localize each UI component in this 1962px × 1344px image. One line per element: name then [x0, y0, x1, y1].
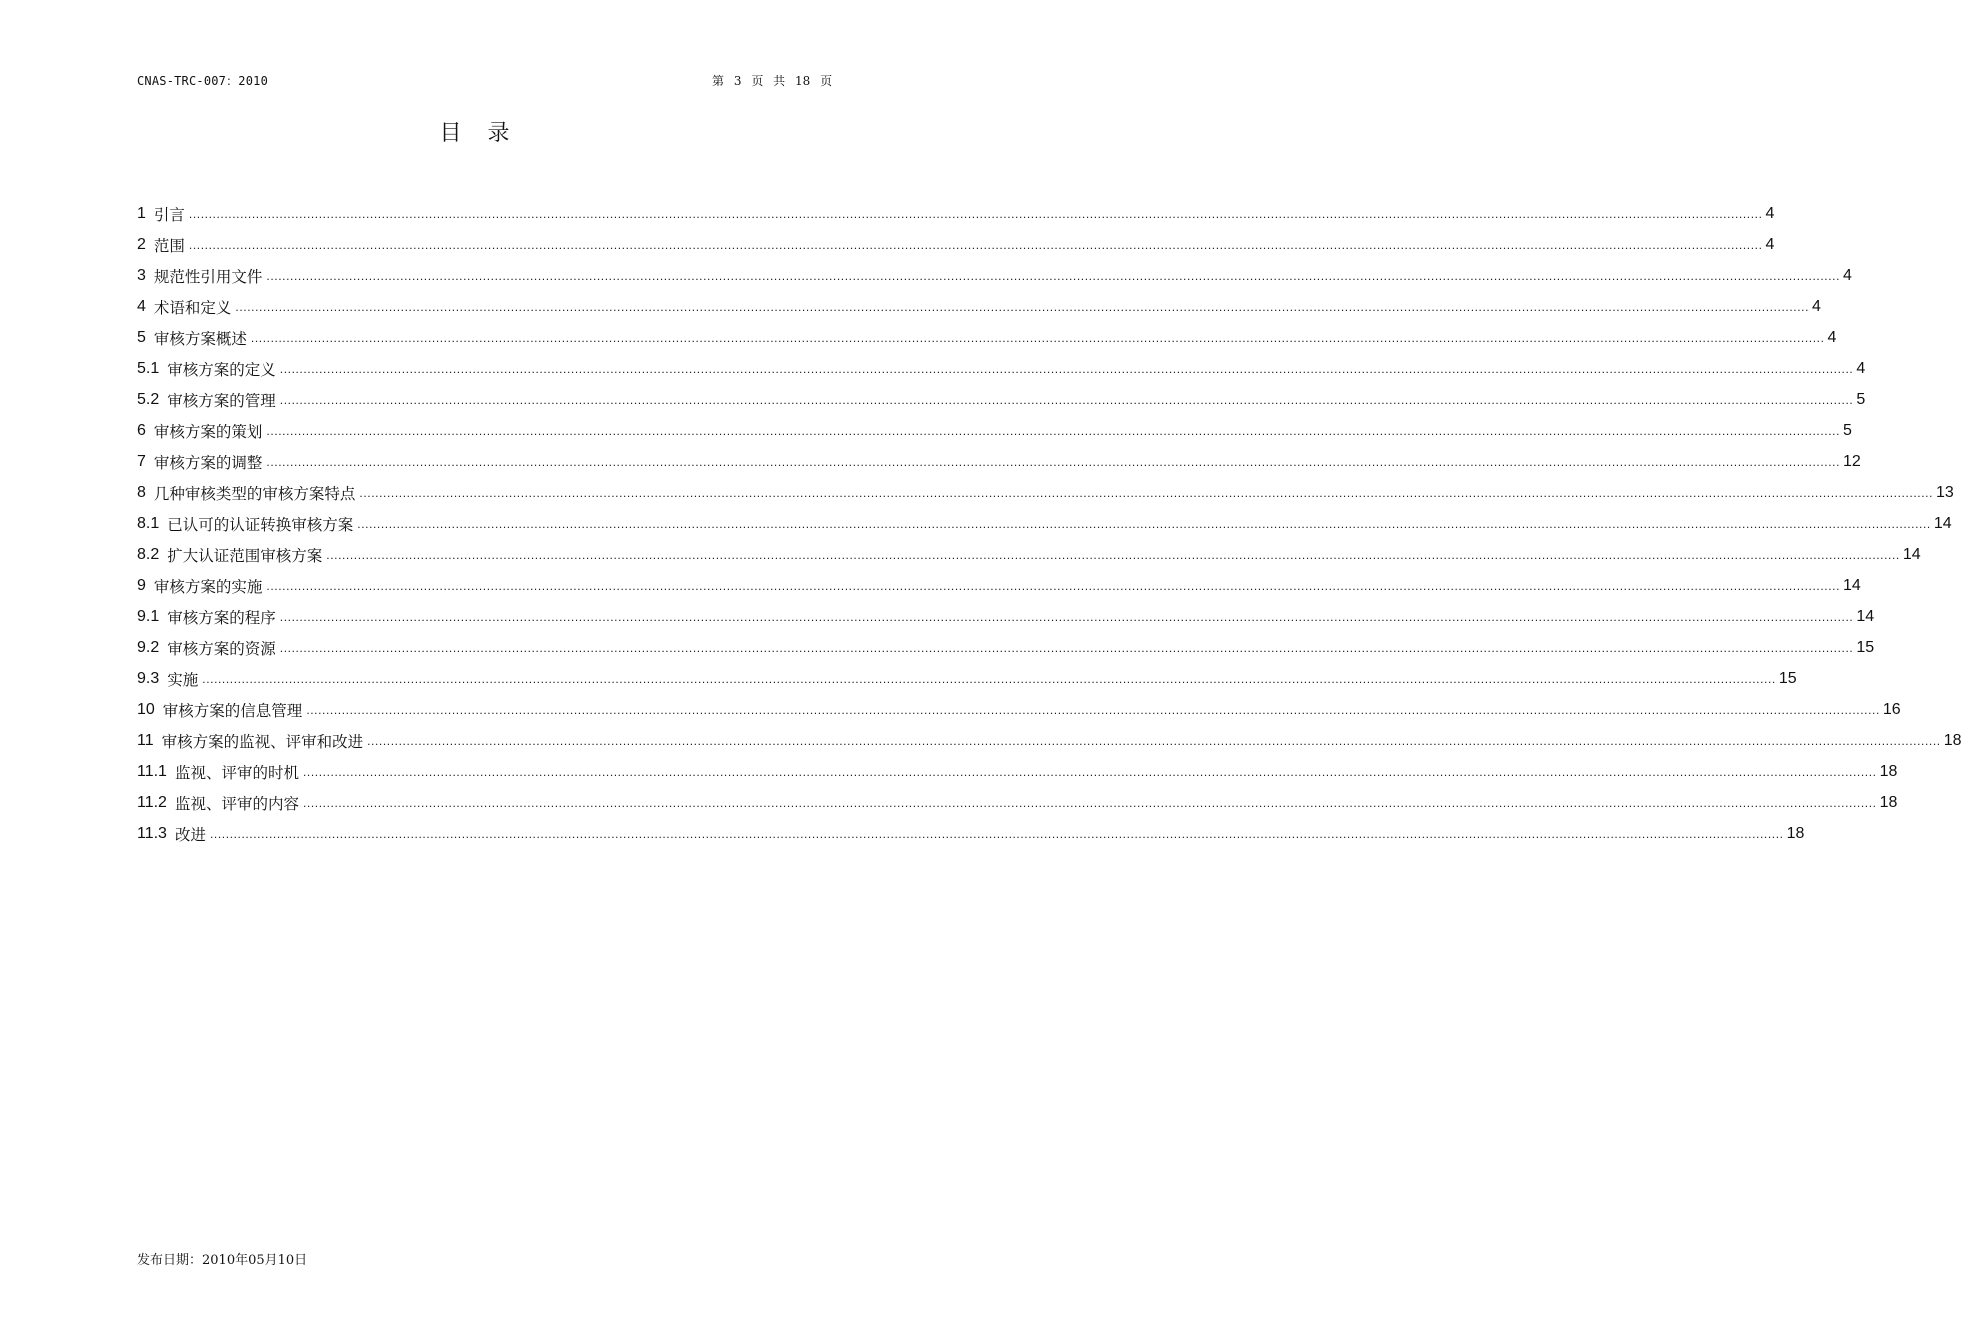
toc-entry[interactable]	[137, 291, 1821, 322]
toc-entry-title: 扩大认证范围审核方案	[167, 546, 323, 565]
toc-entry-number: 9	[137, 576, 146, 594]
toc-dot-leader: ................................................................................................................................................................................................................................................................................................................................................................................................................	[279, 362, 1854, 376]
toc-entry-title: 审核方案的信息管理	[162, 701, 303, 720]
toc-entry-title: 审核方案的定义	[167, 360, 276, 379]
toc-entry-number: 8.1	[137, 514, 160, 532]
toc-entry[interactable]	[137, 229, 1775, 260]
toc-dot-leader: ................................................................................................................................................................................................................................................................................................................................................................................................................	[188, 238, 1763, 252]
page-info	[712, 72, 832, 89]
toc-entry-page: 18	[1879, 762, 1898, 780]
toc-entry-title: 范围	[153, 236, 185, 255]
toc-entry-number: 11.3	[137, 824, 167, 842]
toc-entry-page: 4	[1856, 359, 1866, 377]
toc-entry[interactable]	[137, 260, 1852, 291]
toc-entry[interactable]	[137, 384, 1866, 415]
toc-dot-leader: ................................................................................................................................................................................................................................................................................................................................................................................................................	[306, 703, 1880, 717]
toc-dot-leader: ................................................................................................................................................................................................................................................................................................................................................................................................................	[266, 424, 1841, 438]
toc-dot-leader: ................................................................................................................................................................................................................................................................................................................................................................................................................	[266, 579, 1841, 593]
toc-entry-number: 6	[137, 421, 146, 439]
toc-entry-page: 14	[1933, 514, 1952, 532]
toc-entry[interactable]	[137, 818, 1805, 849]
toc-entry[interactable]	[137, 198, 1775, 229]
toc-entry[interactable]	[137, 353, 1866, 384]
toc-entry-page: 15	[1778, 669, 1797, 687]
toc-entry[interactable]	[137, 322, 1837, 353]
toc-entry-number: 11.1	[137, 762, 167, 780]
toc-entry[interactable]	[137, 756, 1898, 787]
toc-entry-title: 改进	[174, 825, 206, 844]
toc-entry-number: 8.2	[137, 545, 160, 563]
toc-entry-page: 14	[1902, 545, 1921, 563]
toc-entry-page: 4	[1765, 204, 1775, 222]
toc-entry-title: 已认可的认证转换审核方案	[167, 515, 354, 534]
toc-entry-title: 审核方案的管理	[167, 391, 276, 410]
toc-entry-page: 18	[1943, 731, 1962, 749]
toc-entry[interactable]	[137, 632, 1875, 663]
toc-entry-title: 规范性引用文件	[153, 267, 263, 286]
toc-entry-number: 11.2	[137, 793, 167, 811]
toc-entry-page: 15	[1856, 638, 1875, 656]
toc-entry-number: 5	[137, 328, 146, 346]
toc-entry[interactable]	[137, 508, 1952, 539]
toc-entry-title: 审核方案的程序	[167, 608, 276, 627]
toc-entry-title: 监视、评审的内容	[174, 794, 299, 813]
toc-entry-number: 8	[137, 483, 146, 501]
toc-entry-title: 监视、评审的时机	[174, 763, 299, 782]
toc-entry-number: 1	[137, 204, 146, 222]
toc-entry[interactable]	[137, 787, 1898, 818]
toc-entry-number: 5.2	[137, 390, 160, 408]
toc-entry[interactable]	[137, 663, 1797, 694]
toc-dot-leader: ................................................................................................................................................................................................................................................................................................................................................................................................................	[357, 517, 1931, 531]
toc-dot-leader: ................................................................................................................................................................................................................................................................................................................................................................................................................	[279, 641, 1854, 655]
toc-entry-number: 3	[137, 266, 146, 284]
toc-dot-leader: ................................................................................................................................................................................................................................................................................................................................................................................................................	[359, 486, 1934, 500]
toc-entry-page: 14	[1856, 607, 1875, 625]
toc-entry-title: 审核方案的调整	[153, 453, 263, 472]
toc-dot-leader: ................................................................................................................................................................................................................................................................................................................................................................................................................	[279, 610, 1854, 624]
publish-date: 发布日期：2010年05月10日	[137, 1253, 308, 1268]
toc-entry-title: 几种审核类型的审核方案特点	[153, 484, 356, 503]
document-code: CNAS-TRC-007：2010	[137, 74, 268, 88]
toc-entry-page: 14	[1843, 576, 1861, 594]
toc-entry-page: 13	[1936, 483, 1954, 501]
toc-title: 目录	[439, 121, 536, 146]
toc-entry[interactable]	[137, 477, 1954, 508]
toc-entry-number: 9.1	[137, 607, 160, 625]
toc-entry-number: 5.1	[137, 359, 160, 377]
toc-entry[interactable]	[137, 415, 1852, 446]
toc-entry[interactable]	[137, 570, 1861, 601]
toc-dot-leader: ................................................................................................................................................................................................................................................................................................................................................................................................................	[250, 331, 1825, 345]
toc-entry-page: 16	[1882, 700, 1901, 718]
toc-entry-page: 5	[1843, 421, 1852, 439]
page-info-part: 共	[773, 74, 786, 88]
toc-dot-leader: ................................................................................................................................................................................................................................................................................................................................................................................................................	[302, 796, 1877, 810]
toc-dot-leader: ................................................................................................................................................................................................................................................................................................................................................................................................................	[266, 269, 1841, 283]
toc-entry-title: 审核方案概述	[153, 329, 247, 348]
page-info-part: 3	[733, 74, 742, 88]
toc-dot-leader: ................................................................................................................................................................................................................................................................................................................................................................................................................	[279, 393, 1854, 407]
toc-entry-page: 5	[1856, 390, 1866, 408]
toc-dot-leader: ................................................................................................................................................................................................................................................................................................................................................................................................................	[266, 455, 1841, 469]
toc-entry[interactable]	[137, 539, 1921, 570]
toc-dot-leader: ................................................................................................................................................................................................................................................................................................................................................................................................................	[188, 207, 1763, 221]
toc-entry-title: 引言	[153, 205, 185, 224]
toc-entry-title: 审核方案的策划	[153, 422, 263, 441]
toc-entry-title: 术语和定义	[153, 298, 232, 317]
toc-dot-leader: ................................................................................................................................................................................................................................................................................................................................................................................................................	[202, 672, 1776, 686]
toc-dot-leader: ................................................................................................................................................................................................................................................................................................................................................................................................................	[326, 548, 1900, 562]
toc-entry-page: 4	[1843, 266, 1852, 284]
toc-entry-page: 4	[1827, 328, 1837, 346]
toc-entry[interactable]	[137, 694, 1901, 725]
toc-entry-number: 10	[137, 700, 155, 718]
page-info-part: 页	[820, 74, 833, 88]
toc-entry-title: 实施	[167, 670, 199, 689]
toc-entry-number: 2	[137, 235, 146, 253]
page-info-part: 页	[751, 74, 764, 88]
toc-entry[interactable]	[137, 601, 1875, 632]
toc-entry-page: 4	[1765, 235, 1775, 253]
page-info-part: 18	[795, 74, 811, 88]
toc-entry-title: 审核方案的实施	[153, 577, 263, 596]
toc-entry-page: 18	[1786, 824, 1805, 842]
toc-entry-page: 4	[1812, 297, 1821, 315]
toc-dot-leader: ................................................................................................................................................................................................................................................................................................................................................................................................................	[302, 765, 1877, 779]
toc-entry[interactable]	[137, 446, 1861, 477]
toc-entry-number: 7	[137, 452, 146, 470]
toc-entry-title: 审核方案的监视、评审和改进	[161, 732, 364, 751]
toc-entry-number: 9.3	[137, 669, 160, 687]
page-info-part: 第	[712, 74, 725, 88]
toc-dot-leader: ................................................................................................................................................................................................................................................................................................................................................................................................................	[367, 734, 1941, 748]
toc-entry-number: 9.2	[137, 638, 160, 656]
toc-entry-title: 审核方案的资源	[167, 639, 276, 658]
toc-entry-page: 18	[1879, 793, 1898, 811]
toc-dot-leader: ................................................................................................................................................................................................................................................................................................................................................................................................................	[235, 300, 1810, 314]
toc-entry-page: 12	[1843, 452, 1861, 470]
toc-entry[interactable]	[137, 725, 1962, 756]
toc-entry-number: 4	[137, 297, 146, 315]
toc-dot-leader: ................................................................................................................................................................................................................................................................................................................................................................................................................	[209, 827, 1784, 841]
table-of-contents	[137, 198, 1962, 849]
toc-entry-number: 11	[137, 731, 154, 749]
